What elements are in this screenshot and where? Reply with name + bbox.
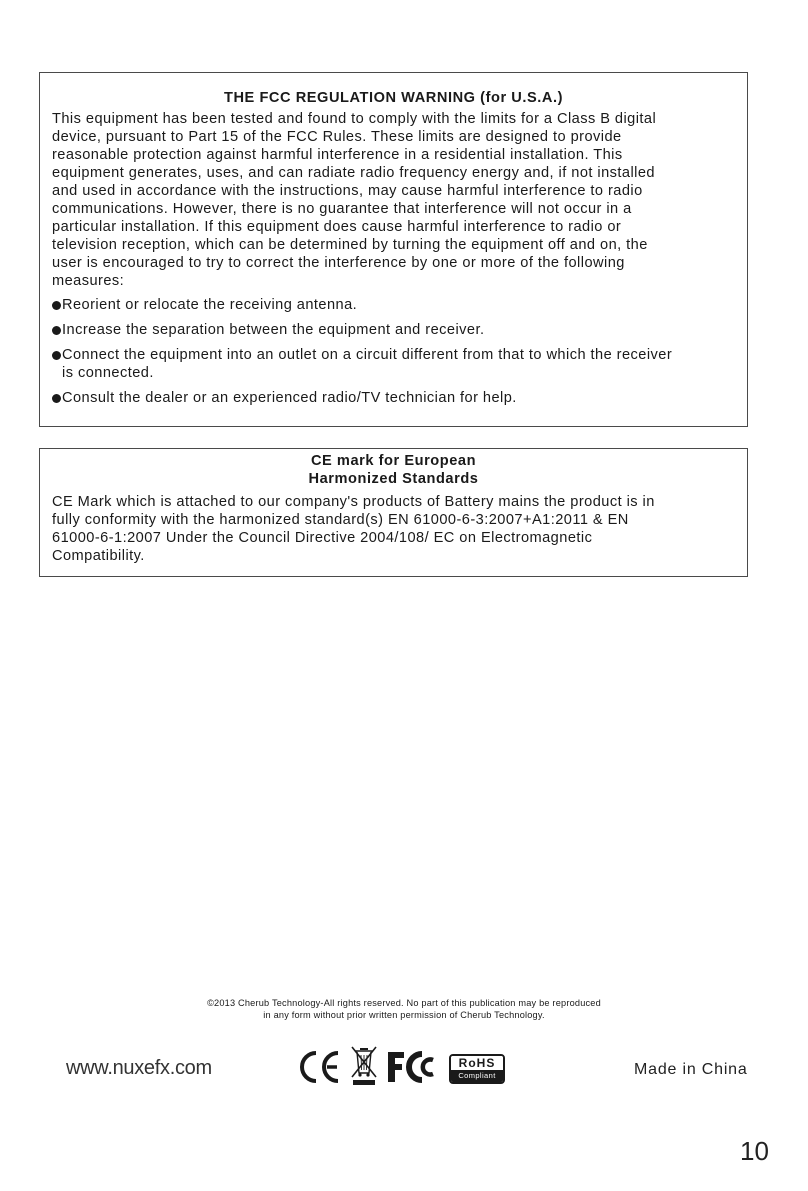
ce-title-line: Harmonized Standards [308, 471, 479, 487]
page-number: 10 [740, 1136, 769, 1166]
fcc-body-line: and used in accordance with the instructions, may cause harmful interference to radio [52, 183, 643, 199]
ce-mark-box [39, 448, 748, 577]
list-item [52, 346, 735, 382]
fcc-measures-list [52, 296, 735, 407]
bullet-dot-icon [52, 326, 61, 335]
ce-body-line: fully conformity with the harmonized standard(s) EN 61000-6-3:2007+A1:2011 & EN [52, 512, 629, 528]
list-item [52, 389, 735, 407]
measure-text: Reorient or relocate the receiving antenna. [62, 297, 358, 313]
fcc-body-line: reasonable protection against harmful interference in a residential installation. This [52, 147, 623, 163]
fcc-body-line: communications. However, there is no guarantee that interference will not occur in a [52, 201, 632, 217]
made-in-label: Made in China [634, 1061, 748, 1078]
fcc-warning-body [52, 110, 735, 290]
fcc-body-line: particular installation. If this equipment does cause harmful interference to radio or [52, 219, 622, 235]
fcc-body-line: user is encouraged to try to correct the interference by one or more of the following [52, 255, 625, 271]
website-url: www.nuxefx.com [66, 1057, 212, 1079]
ce-body-line: Compatibility. [52, 548, 145, 564]
measure-text: Consult the dealer or an experienced radio/TV technician for help. [62, 390, 517, 406]
rohs-sub-label: Compliant [451, 1070, 503, 1082]
bullet-dot-icon [52, 351, 61, 360]
ce-title-line: CE mark for European [310, 453, 477, 469]
measure-text: Connect the equipment into an outlet on a circuit different from that to which the receiver is connected. [62, 347, 673, 381]
copyright-line: ©2013 Cherub Technology-All rights reserved. No part of this publication may be reproduced [207, 998, 601, 1008]
rohs-compliant-badge [449, 1054, 505, 1084]
copyright-notice [0, 997, 808, 1021]
fcc-warning-box [39, 72, 748, 427]
fcc-body-line: television reception, which can be determined by turning the equipment off and on, the [52, 237, 648, 253]
fcc-body-line: This equipment has been tested and found to comply with the limits for a Class B digital [52, 111, 657, 127]
rohs-label: RoHS [451, 1056, 503, 1070]
bullet-dot-icon [52, 301, 61, 310]
copyright-line: in any form without prior written permission of Cherub Technology. [263, 1010, 545, 1020]
ce-body-line: CE Mark which is attached to our company's products of Battery mains the product is in [52, 494, 655, 510]
fcc-body-line: device, pursuant to Part 15 of the FCC Rules. These limits are designed to provide [52, 129, 622, 145]
list-item [52, 296, 735, 314]
ce-mark-icon [296, 1050, 342, 1084]
bullet-dot-icon [52, 394, 61, 403]
ce-mark-body [52, 493, 735, 565]
ce-mark-title [52, 452, 735, 488]
list-item [52, 321, 735, 339]
fcc-body-line: equipment generates, uses, and can radiate radio frequency energy and, if not installed [52, 165, 655, 181]
fcc-body-line: measures: [52, 273, 125, 289]
fcc-logo-icon [386, 1050, 438, 1084]
weee-crossed-bin-icon [349, 1045, 379, 1087]
ce-body-line: 61000-6-1:2007 Under the Council Directive 2004/108/ EC on Electromagnetic [52, 530, 593, 546]
measure-text: Increase the separation between the equipment and receiver. [62, 322, 485, 338]
fcc-warning-title: THE FCC REGULATION WARNING (for U.S.A.) [224, 90, 563, 106]
